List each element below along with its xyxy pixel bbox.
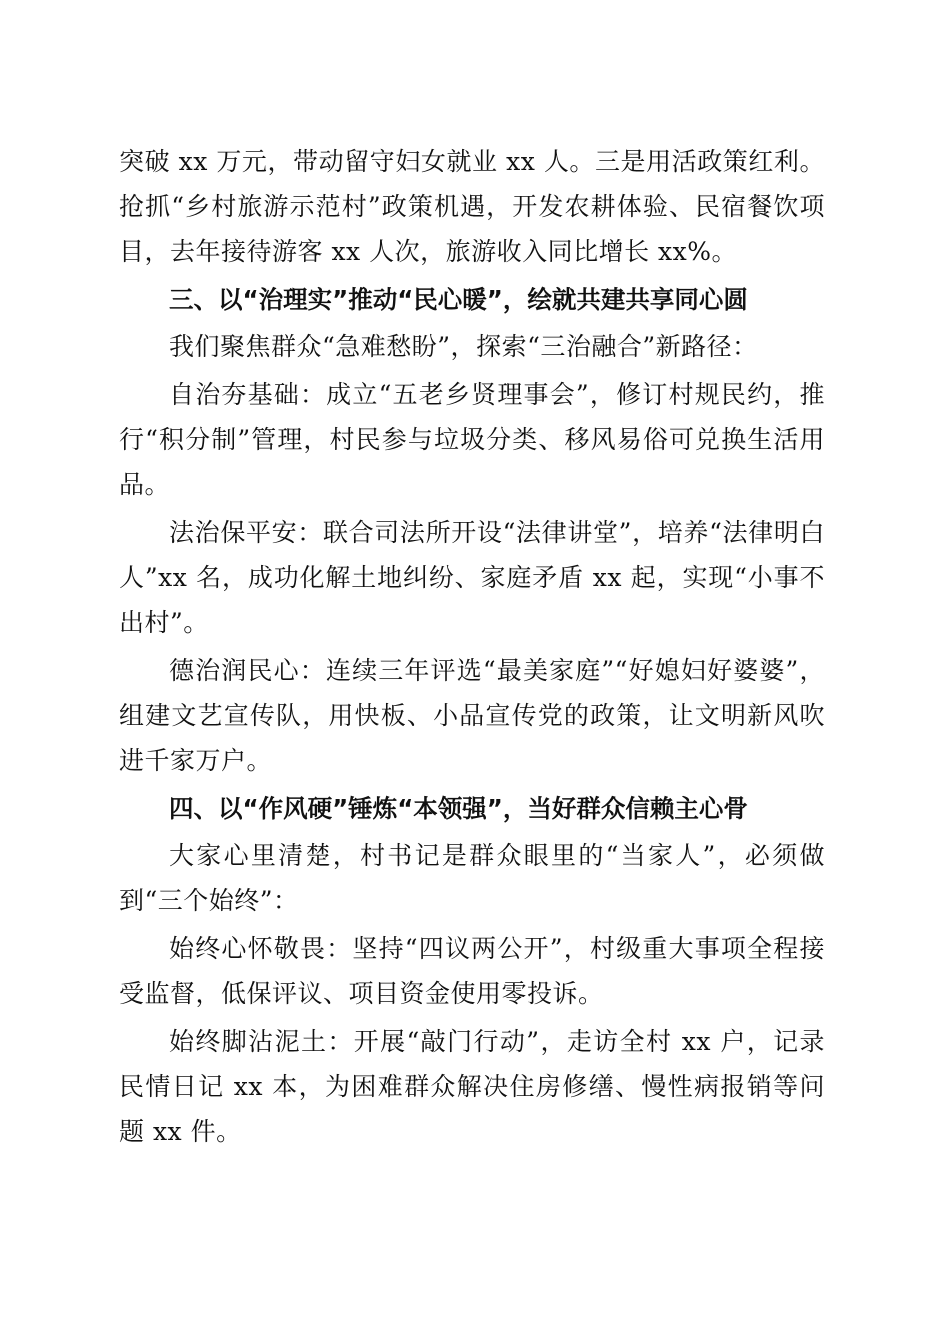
paragraph-rule-of-virtue: 德治润民心：连续三年评选“最美家庭”“好媳妇好婆婆”，组建文艺宣传队，用快板、小品宣传党的政策，让文明新风吹进千家万户。 (119, 656, 825, 775)
paragraph-rule-of-law: 法治保平安：联合司法所开设“法律讲堂”，培养“法律明白人”xx 名，成功化解土地纠纷、家庭矛盾 xx 起，实现“小事不出村”。 (119, 518, 825, 637)
paragraph-self-governance: 自治夯基础：成立“五老乡贤理事会”，修订村规民约，推行“积分制”管理，村民参与垃圾分类、移风易俗可兑换生活用品。 (119, 380, 825, 499)
paragraph-reverence: 始终心怀敬畏：坚持“四议两公开”，村级重大事项全程接受监督，低保评议、项目资金使用零投诉。 (119, 934, 825, 1008)
paragraph-intro-4: 大家心里清楚，村书记是群众眼里的“当家人”，必须做到“三个始终”： (119, 841, 825, 915)
section-heading-4: 四、以“作风硬”锤炼“本领强”，当好群众信赖主心骨 (169, 794, 748, 823)
paragraph-continued: 突破 xx 万元，带动留守妇女就业 xx 人。三是用活政策红利。抢抓“乡村旅游示范村”政策机遇，开发农耕体验、民宿餐饮项目，去年接待游客 xx 人次，旅游收入同比增长 xx%。 (119, 147, 825, 266)
section-heading-3: 三、以“治理实”推动“民心暖”，绘就共建共享同心圆 (169, 285, 748, 314)
paragraph-grassroots: 始终脚沾泥土：开展“敲门行动”，走访全村 xx 户，记录民情日记 xx 本，为困难群众解决住房修缮、慢性病报销等问题 xx 件。 (119, 1027, 825, 1146)
document-body (119, 139, 825, 1157)
paragraph-intro-3: 我们聚焦群众“急难愁盼”，探索“三治融合”新路径： (169, 332, 758, 361)
